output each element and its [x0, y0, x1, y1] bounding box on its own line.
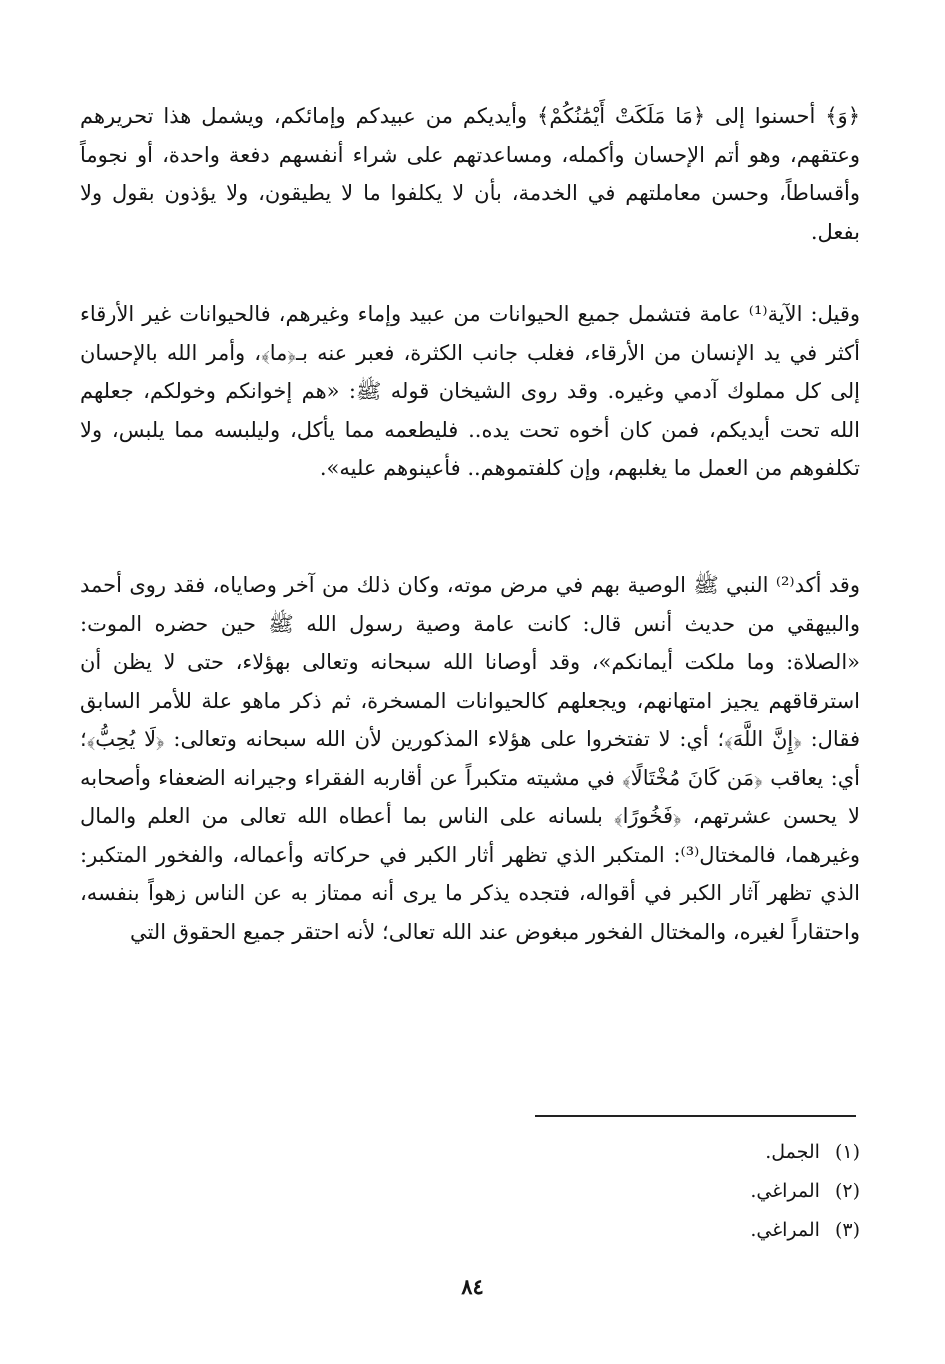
page-number: ٨٤	[461, 1274, 484, 1299]
footnote-text: الجمل.	[765, 1141, 820, 1163]
footnote-1	[560, 1133, 860, 1172]
footnote-number: (٢)	[834, 1180, 860, 1202]
footnote-text: المراغي.	[750, 1219, 820, 1241]
body-paragraph-1	[80, 97, 860, 251]
footnote-text: المراغي.	[750, 1180, 820, 1202]
body-paragraph-3	[80, 566, 860, 951]
footnote-number: (٣)	[834, 1219, 860, 1241]
body-paragraph-2	[80, 295, 860, 488]
footnote-2	[560, 1172, 860, 1211]
footnotes-list	[560, 1133, 860, 1250]
paragraph-text: وقيل: الآية⁽¹⁾ عامة فتشمل جميع الحيوانات من عبيد وإماء وغيرهم، فالحيوانات غير الأرقاء أكثر في يد الإنسان من الأرقاء، فغلب جانب الكثرة، فعبر عنه بـ﴿ما﴾، وأمر الله بالإحسان إلى كل مملوك آدمي وغيره. وقد روى الشيخان قوله ﷺ: «هم إخوانكم وخولكم، جعلهم الله تحت أيديكم، فمن كان أخوه تحت يده.. فليطعمه مما يأكل، وليلبسه مما يلبس، ولا تكلفوهم من العمل ما يغلبهم، وإن كلفتموهم.. فأعينوهم عليه».	[80, 302, 861, 480]
footnote-number: (١)	[834, 1141, 860, 1163]
paragraph-text: وقد أكد⁽²⁾ النبي ﷺ الوصية بهم في مرض موته، وكان ذلك من آخر وصاياه، فقد روى أحمد والبيهقي من حديث أنس قال: كانت عامة وصية رسول الله ﷺ حين حضره الموت: «الصلاة: وما ملكت أيمانكم»، وقد أوصانا الله سبحانه وتعالى بهؤلاء، حتى لا يظن أن استرقاقهم يجيز امتهانهم، ويجعلهم كالحيوانات المسخرة، ثم ذكر ماهو علة للأمر السابق فقال: ﴿إِنَّ اللَّهَ﴾؛ أي: لا تفتخروا على هؤلاء المذكورين لأن الله سبحانه وتعالى: ﴿لَا يُحِبُّ﴾؛ أي: يعاقب ﴿مَن كَانَ مُخْتَالًا﴾ في مشيته متكبراً عن أقاربه الفقراء وجيرانه الضعفاء وأصحابه لا يحسن عشرتهم، ﴿فَخُورًا﴾ بلسانه على الناس بما أعطاه الله تعالى من العلم والمال وغيرهما، فالمختال⁽³⁾: المتكبر الذي تظهر أثار الكبر في حركاته وأعماله، والفخور المتكبر: الذي تظهر آثار الكبر في أقواله، فتجده يذكر ما يرى أنه ممتاز به عن الناس زهواً بنفسه، واحتقاراً لغيره، والمختال الفخور مبغوض عند الله تعالى؛ لأنه احتقر جميع الحقوق التي	[80, 573, 860, 944]
footnote-3	[560, 1211, 860, 1250]
paragraph-text: ﴿وَ﴾ أحسنوا إلى ﴿مَا مَلَكَتْ أَيْمَٰنُكُمْ﴾ وأيديكم من عبيدكم وإمائكم، ويشمل هذا تحريرهم وعتقهم، وهو أتم الإحسان وأكمله، ومساعدتهم على شراء أنفسهم دفعة واحدة، أو نجوماً وأقساطاً، وحسن معاملتهم في الخدمة، بأن لا يكلفوا ما لا يطيقون، ولا يؤذون بقول ولا بفعل.	[80, 104, 860, 244]
footnote-separator	[535, 1115, 856, 1117]
